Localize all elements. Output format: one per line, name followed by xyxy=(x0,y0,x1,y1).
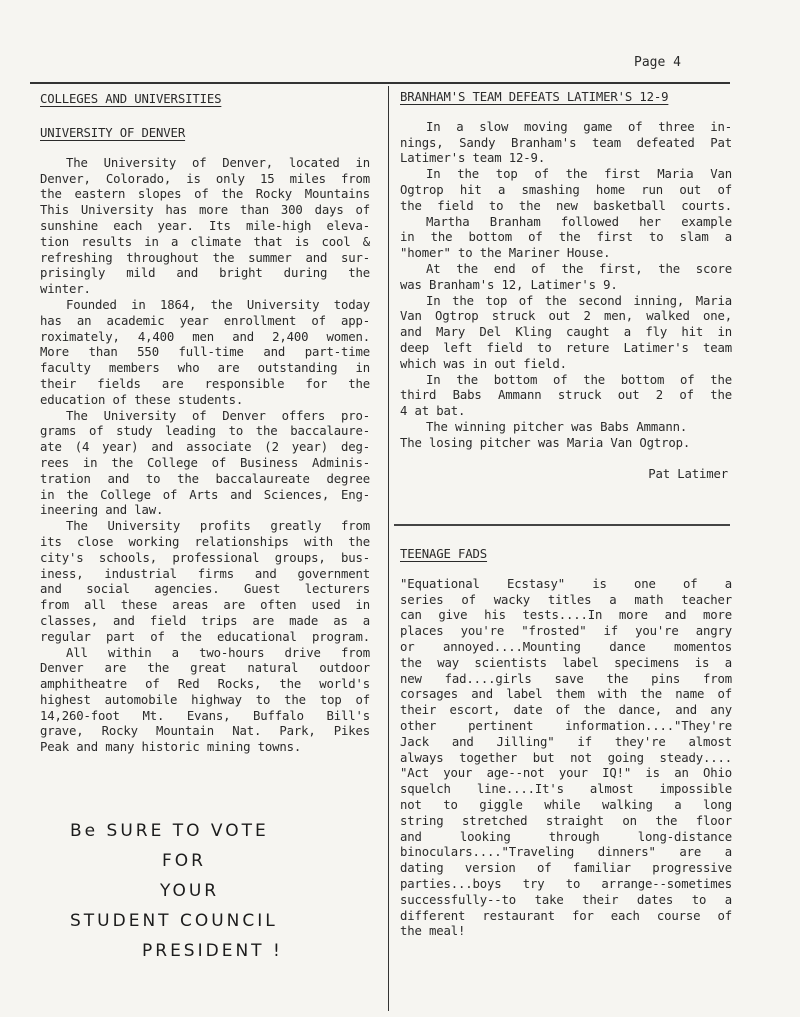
article-heading: BRANHAM'S TEAM DEFEATS LATIMER'S 12-9 xyxy=(400,90,669,104)
text-line: The University of Denver offers pro- xyxy=(66,408,370,423)
text-line: education of these students. xyxy=(40,392,244,407)
right-article-fads xyxy=(400,547,732,940)
text-line: iness, industrial firms and government xyxy=(40,566,370,581)
text-line: ineering and law. xyxy=(40,503,164,518)
text-line: prisingly mild and bright during the xyxy=(40,266,370,281)
handwritten-line: YOUR xyxy=(160,881,220,901)
text-line: string stretched straight on the floor xyxy=(400,813,732,828)
text-line: The University of Denver, located in xyxy=(66,155,370,170)
text-line: In the top of the first Maria Van xyxy=(426,167,732,182)
text-line: nings, Sandy Branham's team defeated Pat xyxy=(400,135,732,150)
text-line: sunshine each year. Its mile-high eleva- xyxy=(40,218,370,233)
text-line: the meal! xyxy=(400,924,466,939)
text-line: can give his tests....In more and more xyxy=(400,608,732,623)
text-line: and Mary Del Kling caught a fly hit in xyxy=(400,325,732,340)
text-line: third Babs Ammann struck out 2 of the xyxy=(400,388,732,403)
text-line: 14,260-foot Mt. Evans, Buffalo Bill's xyxy=(40,708,370,723)
handwritten-note xyxy=(70,816,283,966)
text-line: "Equational Ecstasy" is one of a xyxy=(400,576,732,591)
text-line: tration and to the baccalaureate degree xyxy=(40,471,370,486)
text-line: the field to the new basketball courts. xyxy=(400,198,732,213)
text-line: regular part of the educational program. xyxy=(40,629,370,644)
text-line: city's schools, professional groups, bus- xyxy=(40,550,370,565)
text-line: At the end of the first, the score xyxy=(426,261,732,276)
text-line: amphitheatre of Red Rocks, the world's xyxy=(40,677,370,692)
text-line: refreshing throughout the summer and sur- xyxy=(40,250,370,265)
text-line: faculty members who are outstanding in xyxy=(40,361,370,376)
text-line: Latimer's team 12-9. xyxy=(400,151,546,166)
text-line: has an academic year enrollment of app- xyxy=(40,313,370,328)
article-heading: TEENAGE FADS xyxy=(400,547,488,561)
text-line: The losing pitcher was Maria Van Ogtrop. xyxy=(400,435,691,450)
text-line: and social agencies. Guest lecturers xyxy=(40,582,370,597)
text-line: Jack and Jilling" if they're almost xyxy=(400,734,732,749)
article-title: UNIVERSITY OF DENVER xyxy=(40,126,186,140)
column-divider xyxy=(388,86,389,1011)
text-line: their escort, date of the dance, and any xyxy=(400,703,732,718)
text-line: squelch line....It's almost impossible xyxy=(400,782,732,797)
text-line: In the bottom of the bottom of the xyxy=(426,372,732,387)
text-line: Peak and many historic mining towns. xyxy=(40,740,302,755)
text-line: ate (4 year) and associate (2 year) deg- xyxy=(40,440,370,455)
page-number: Page 4 xyxy=(634,55,681,70)
text-line: different restaurant for each course of xyxy=(400,908,732,923)
text-line: or annoyed....Mounting dance momentos xyxy=(400,639,732,654)
text-line: highest automobile highway to the top of xyxy=(40,692,370,707)
text-line: Martha Branham followed her example xyxy=(426,214,732,229)
text-line: In the top of the second inning, Maria xyxy=(426,293,732,308)
text-line: Ogtrop hit a smashing home run out of xyxy=(400,182,732,197)
right-column-divider xyxy=(394,524,730,526)
handwritten-line: STUDENT COUNCIL xyxy=(70,911,278,931)
text-line: deep left field to reture Latimer's team xyxy=(400,340,732,355)
text-line: More than 550 full-time and part-time xyxy=(40,345,370,360)
text-line: "Act your age--not your IQ!" is an Ohio xyxy=(400,766,732,781)
text-line: binoculars...."Traveling dinners" are a xyxy=(400,845,732,860)
text-line: Van Ogtrop struck out 2 men, walked one, xyxy=(400,309,732,324)
text-line: in the bottom of the first to slam a xyxy=(400,230,732,245)
text-line: 4 at bat. xyxy=(400,404,466,419)
text-line: dating version of familiar progressive xyxy=(400,861,732,876)
text-line: parties...boys try to arrange--sometimes xyxy=(400,876,732,891)
handwritten-line: PRESIDENT ! xyxy=(142,941,283,961)
handwritten-line: FOR xyxy=(162,851,206,871)
text-line: successfully--to take their dates to a xyxy=(400,892,732,907)
top-rule xyxy=(30,82,730,84)
text-line: grams of study leading to the baccalaure- xyxy=(40,424,370,439)
text-line: Denver, Colorado, is only 15 miles from xyxy=(40,171,370,186)
text-line: In a slow moving game of three in- xyxy=(426,119,732,134)
text-line: corsages and label them with the name of xyxy=(400,687,732,702)
article-signature: Pat Latimer xyxy=(648,466,728,481)
text-line: roximately, 4,400 men and 2,400 women. xyxy=(40,329,370,344)
text-line: not to giggle while walking a long xyxy=(400,797,732,812)
text-line: from all these areas are often used in xyxy=(40,598,370,613)
text-line: Founded in 1864, the University today xyxy=(66,297,370,312)
right-article-sports xyxy=(400,90,732,482)
text-line: The winning pitcher was Babs Ammann. xyxy=(426,419,688,434)
text-line: new fad....girls save the pins from xyxy=(400,671,732,686)
section-heading: COLLEGES AND UNIVERSITIES xyxy=(40,92,222,106)
text-line: classes, and field trips are made as a xyxy=(40,613,370,628)
text-line: rees in the College of Business Adminis- xyxy=(40,455,370,470)
text-line: The University profits greatly from xyxy=(66,519,370,534)
text-line: was Branham's 12, Latimer's 9. xyxy=(400,277,618,292)
text-line: This University has more than 300 days of xyxy=(40,203,370,218)
left-article xyxy=(40,126,370,756)
text-line: which was in out field. xyxy=(400,356,567,371)
text-line: in the College of Arts and Sciences, Eng- xyxy=(40,487,370,502)
text-line: the eastern slopes of the Rocky Mountains xyxy=(40,187,370,202)
text-line: its close working relationships with the xyxy=(40,534,370,549)
text-line: winter. xyxy=(40,282,91,297)
text-line: always together but not going steady.... xyxy=(400,750,732,765)
text-line: Denver are the great natural outdoor xyxy=(40,661,370,676)
text-line: All within a two-hours drive from xyxy=(66,645,370,660)
text-line: and looking through long-distance xyxy=(400,829,732,844)
handwritten-line: Be SURE TO VOTE xyxy=(70,821,269,841)
text-line: series of wacky titles a math teacher xyxy=(400,592,732,607)
text-line: places you're "frosted" if you're angry xyxy=(400,624,732,639)
left-column xyxy=(40,92,370,108)
text-line: their fields are responsible for the xyxy=(40,376,370,391)
text-line: grave, Rocky Mountain Nat. Park, Pikes xyxy=(40,724,370,739)
text-line: tion results in a climate that is cool & xyxy=(40,234,370,249)
text-line: the way scientists label specimens is a xyxy=(400,655,732,670)
text-line: other pertinent information...."They're xyxy=(400,718,732,733)
text-line: "homer" to the Mariner House. xyxy=(400,246,611,261)
